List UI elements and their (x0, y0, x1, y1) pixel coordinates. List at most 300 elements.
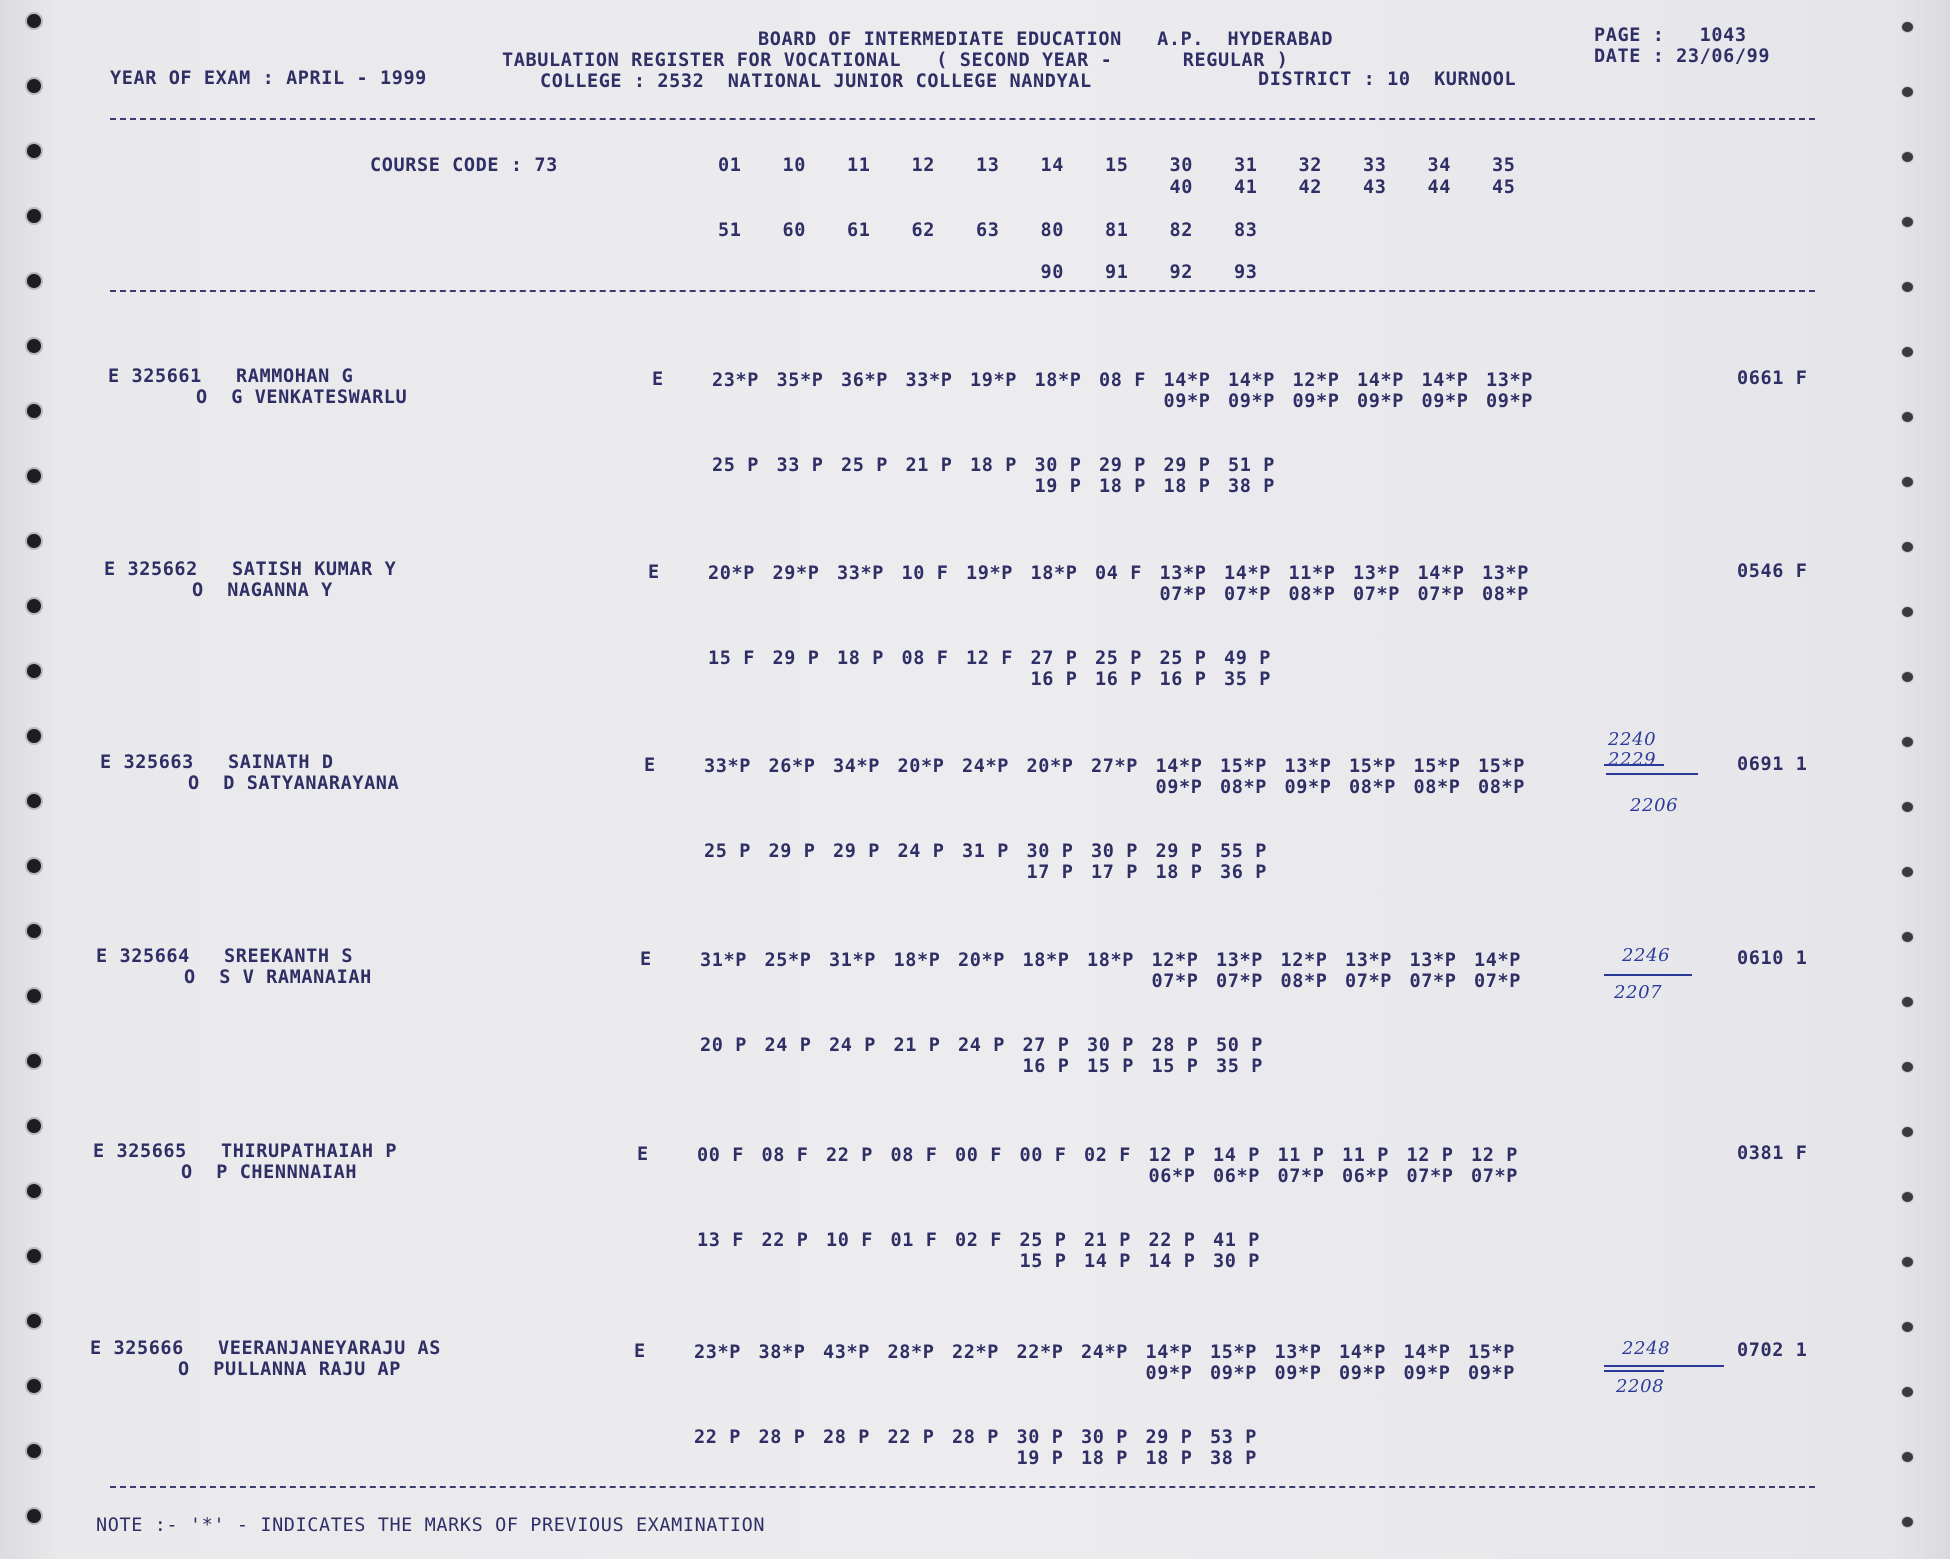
subject-mark: 22*P (1016, 1342, 1064, 1363)
subject-mark: 18*P (1034, 370, 1082, 391)
subject-mark: 15 P (1087, 1056, 1134, 1077)
feed-hole (1902, 1127, 1913, 1137)
subject-mark: 07*P (1406, 1166, 1454, 1187)
subject-mark: 14*P (1403, 1342, 1451, 1363)
medium: E (648, 562, 660, 583)
total-marks: 0691 1 (1737, 754, 1808, 775)
feed-hole (27, 924, 41, 938)
subject-mark: 29 P (772, 648, 820, 669)
parent-name: O G VENKATESWARLU (196, 387, 408, 408)
subject-mark: 12 P (1406, 1145, 1454, 1166)
subject-mark: 14 P (1148, 1251, 1196, 1272)
subject-mark: 07*P (1151, 971, 1199, 992)
subject-mark: 08*P (1413, 777, 1461, 798)
subject-mark: 31*P (829, 950, 876, 971)
subject-mark: 18 P (1081, 1448, 1128, 1469)
subject-mark: 07*P (1417, 584, 1465, 605)
subject-mark: 02 F (1084, 1145, 1131, 1166)
subject-mark: 18*P (893, 950, 941, 971)
course-code: 10 (782, 155, 806, 176)
student-name: SATISH KUMAR Y (232, 559, 397, 580)
total-marks: 0546 F (1737, 561, 1808, 582)
subject-mark: 29 P (1155, 841, 1203, 862)
subject-mark: 18*P (1030, 563, 1078, 584)
student-name: THIRUPATHAIAH P (221, 1141, 398, 1162)
subject-mark: 25 P (841, 455, 888, 476)
subject-mark: 24*P (1081, 1342, 1128, 1363)
feed-hole (27, 729, 41, 743)
district-info: DISTRICT : 10 KURNOOL (1258, 69, 1517, 90)
subject-mark: 20 P (700, 1035, 747, 1056)
subject-mark: 20*P (958, 950, 1005, 971)
subject-mark: 07*P (1345, 971, 1392, 992)
medium: E (652, 369, 664, 390)
medium: E (640, 949, 652, 970)
subject-mark: 29*P (772, 563, 820, 584)
subject-mark: 08*P (1280, 971, 1328, 992)
subject-mark: 24 P (764, 1035, 812, 1056)
subject-mark: 12*P (1280, 950, 1328, 971)
handwritten-annotation: 2248 (1622, 1338, 1671, 1359)
subject-mark: 08*P (1478, 777, 1525, 798)
feed-hole (27, 1509, 41, 1523)
subject-mark: 12 F (966, 648, 1013, 669)
subject-mark: 15*P (1220, 756, 1267, 777)
subject-mark: 04 F (1095, 563, 1142, 584)
course-code: 81 (1105, 220, 1129, 241)
roll-number: E 325662 (104, 559, 198, 580)
year-of-exam: YEAR OF EXAM : APRIL - 1999 (110, 68, 427, 89)
feed-hole (27, 339, 41, 353)
course-code: 91 (1105, 262, 1129, 283)
course-code: 51 (718, 220, 742, 241)
course-code: 12 (911, 155, 935, 176)
subject-mark: 15*P (1349, 756, 1396, 777)
register-title: TABULATION REGISTER FOR VOCATIONAL ( SECOND YEAR - REGULAR ) (502, 50, 1289, 71)
subject-mark: 25 P (1019, 1230, 1067, 1251)
subject-mark: 06*P (1213, 1166, 1260, 1187)
subject-mark: 06*P (1148, 1166, 1196, 1187)
subject-mark: 19*P (970, 370, 1017, 391)
subject-mark: 25 P (1159, 648, 1207, 669)
subject-mark: 36 P (1220, 862, 1267, 883)
parent-name: O S V RAMANAIAH (184, 967, 372, 988)
course-code: 13 (976, 155, 1000, 176)
feed-hole (27, 274, 41, 288)
course-code: 60 (782, 220, 806, 241)
subject-mark: 09*P (1403, 1363, 1451, 1384)
feed-hole (27, 469, 41, 483)
footnote: NOTE :- '*' - INDICATES THE MARKS OF PREVIOUS EXAMINATION (96, 1515, 766, 1536)
feed-hole (27, 794, 41, 808)
subject-mark: 10 F (901, 563, 949, 584)
subject-mark: 19 P (1016, 1448, 1064, 1469)
subject-mark: 16 P (1095, 669, 1142, 690)
subject-mark: 24 P (829, 1035, 876, 1056)
subject-mark: 09*P (1357, 391, 1404, 412)
subject-mark: 16 P (1022, 1056, 1070, 1077)
subject-mark: 07*P (1474, 971, 1521, 992)
parent-name: O P CHENNNAIAH (181, 1162, 358, 1183)
subject-mark: 14*P (1421, 370, 1469, 391)
total-marks: 0610 1 (1737, 948, 1808, 969)
subject-mark: 09*P (1274, 1363, 1322, 1384)
subject-mark: 09*P (1145, 1363, 1193, 1384)
subject-mark: 15*P (1413, 756, 1461, 777)
subject-mark: 15 P (1151, 1056, 1199, 1077)
subject-mark: 21 P (1084, 1230, 1131, 1251)
subject-mark: 33*P (704, 756, 751, 777)
separator-bottom (110, 1486, 1815, 1488)
feed-hole (1902, 607, 1913, 617)
course-code: 01 (718, 155, 742, 176)
handwritten-stroke (1604, 1365, 1724, 1367)
feed-hole (27, 404, 41, 418)
subject-mark: 53 P (1210, 1427, 1257, 1448)
handwritten-annotation: 2206 (1630, 795, 1679, 816)
subject-mark: 01 F (890, 1230, 938, 1251)
subject-mark: 35 P (1224, 669, 1271, 690)
subject-mark: 13*P (1482, 563, 1529, 584)
subject-mark: 09*P (1339, 1363, 1386, 1384)
subject-mark: 02 F (955, 1230, 1002, 1251)
subject-mark: 34*P (833, 756, 880, 777)
subject-mark: 28 P (758, 1427, 806, 1448)
subject-mark: 27*P (1091, 756, 1138, 777)
subject-mark: 28 P (952, 1427, 999, 1448)
subject-mark: 13*P (1345, 950, 1392, 971)
subject-mark: 24*P (962, 756, 1009, 777)
feed-hole (1902, 1062, 1913, 1072)
roll-number: E 325664 (96, 946, 190, 967)
subject-mark: 14*P (1224, 563, 1271, 584)
feed-hole (27, 599, 41, 613)
subject-mark: 08*P (1288, 584, 1336, 605)
roll-number: E 325663 (100, 752, 194, 773)
course-code: 45 (1492, 177, 1516, 198)
subject-mark: 21 P (905, 455, 953, 476)
subject-mark: 38*P (758, 1342, 806, 1363)
course-code: 34 (1427, 155, 1451, 176)
feed-hole (1902, 412, 1913, 422)
subject-mark: 35*P (776, 370, 824, 391)
subject-mark: 18 P (1099, 476, 1146, 497)
subject-mark: 22 P (761, 1230, 809, 1251)
subject-mark: 08 F (1099, 370, 1146, 391)
subject-mark: 41 P (1213, 1230, 1260, 1251)
subject-mark: 09*P (1210, 1363, 1257, 1384)
feed-hole (1902, 932, 1913, 942)
subject-mark: 33 P (776, 455, 824, 476)
subject-mark: 11*P (1288, 563, 1336, 584)
subject-mark: 17 P (1091, 862, 1138, 883)
subject-mark: 18*P (1087, 950, 1134, 971)
total-marks: 0661 F (1737, 368, 1808, 389)
subject-mark: 08*P (1220, 777, 1267, 798)
subject-mark: 12*P (1151, 950, 1199, 971)
subject-mark: 18 P (970, 455, 1017, 476)
student-name: SAINATH D (228, 752, 334, 773)
subject-mark: 30 P (1087, 1035, 1134, 1056)
student-name: RAMMOHAN G (236, 366, 354, 387)
subject-mark: 18*P (1022, 950, 1070, 971)
subject-mark: 55 P (1220, 841, 1267, 862)
subject-mark: 22 P (1148, 1230, 1196, 1251)
subject-mark: 17 P (1026, 862, 1074, 883)
roll-number: E 325666 (90, 1338, 184, 1359)
subject-mark: 11 P (1277, 1145, 1325, 1166)
feed-hole (27, 79, 41, 93)
subject-mark: 30 P (1026, 841, 1074, 862)
subject-mark: 07*P (1471, 1166, 1518, 1187)
feed-hole (27, 664, 41, 678)
subject-mark: 25 P (1095, 648, 1142, 669)
subject-mark: 33*P (905, 370, 953, 391)
subject-mark: 23*P (694, 1342, 741, 1363)
subject-mark: 20*P (897, 756, 945, 777)
course-code: 80 (1040, 220, 1064, 241)
roll-number: E 325665 (93, 1141, 187, 1162)
subject-mark: 38 P (1210, 1448, 1257, 1469)
subject-mark: 00 F (697, 1145, 744, 1166)
subject-mark: 30 P (1034, 455, 1082, 476)
subject-mark: 16 P (1159, 669, 1207, 690)
subject-mark: 33*P (837, 563, 884, 584)
subject-mark: 09*P (1228, 391, 1275, 412)
handwritten-stroke (1604, 1370, 1664, 1372)
feed-hole (1902, 867, 1913, 877)
course-code: 61 (847, 220, 871, 241)
course-code: 11 (847, 155, 871, 176)
subject-mark: 15*P (1478, 756, 1525, 777)
subject-mark: 22 P (887, 1427, 935, 1448)
subject-mark: 25*P (764, 950, 812, 971)
subject-mark: 10 F (826, 1230, 873, 1251)
subject-mark: 15*P (1210, 1342, 1257, 1363)
subject-mark: 18 P (837, 648, 884, 669)
subject-mark: 14 P (1213, 1145, 1260, 1166)
handwritten-annotation: 2240 (1608, 729, 1657, 750)
feed-hole (1902, 217, 1913, 227)
subject-mark: 24 P (897, 841, 945, 862)
parent-name: O D SATYANARAYANA (188, 773, 400, 794)
handwritten-annotation: 2208 (1616, 1376, 1665, 1397)
subject-mark: 20*P (1026, 756, 1074, 777)
board-title: BOARD OF INTERMEDIATE EDUCATION A.P. HYDERABAD (758, 29, 1334, 50)
subject-mark: 51 P (1228, 455, 1275, 476)
subject-mark: 16 P (1030, 669, 1078, 690)
feed-hole (1902, 1322, 1913, 1332)
feed-hole (1902, 1192, 1913, 1202)
feed-hole (27, 534, 41, 548)
feed-hole (1902, 282, 1913, 292)
course-code-label: COURSE CODE : 73 (370, 155, 558, 176)
course-code: 15 (1105, 155, 1129, 176)
subject-mark: 15 P (1019, 1251, 1067, 1272)
subject-mark: 35 P (1216, 1056, 1263, 1077)
subject-mark: 28 P (823, 1427, 870, 1448)
student-name: VEERANJANEYARAJU AS (218, 1338, 442, 1359)
separator-top (110, 118, 1815, 120)
feed-hole (1902, 87, 1913, 97)
subject-mark: 29 P (1163, 455, 1211, 476)
course-code: 92 (1169, 262, 1193, 283)
subject-mark: 24 P (958, 1035, 1005, 1056)
subject-mark: 07*P (1353, 584, 1400, 605)
subject-mark: 13*P (1353, 563, 1400, 584)
subject-mark: 49 P (1224, 648, 1271, 669)
course-code: 82 (1169, 220, 1193, 241)
subject-mark: 07*P (1224, 584, 1271, 605)
roll-number: E 325661 (108, 366, 202, 387)
feed-hole (1902, 542, 1913, 552)
feed-hole (27, 144, 41, 158)
course-code: 35 (1492, 155, 1516, 176)
print-date: DATE : 23/06/99 (1594, 46, 1771, 67)
subject-mark: 14*P (1228, 370, 1275, 391)
subject-mark: 19*P (966, 563, 1013, 584)
parent-name: O NAGANNA Y (192, 580, 333, 601)
feed-hole (1902, 1387, 1913, 1397)
medium: E (634, 1341, 646, 1362)
subject-mark: 31 P (962, 841, 1009, 862)
feed-hole (1902, 737, 1913, 747)
course-code: 42 (1298, 177, 1322, 198)
feed-hole (27, 1249, 41, 1263)
feed-hole (27, 1119, 41, 1133)
course-code: 31 (1234, 155, 1258, 176)
handwritten-annotation: 2207 (1614, 982, 1663, 1003)
subject-mark: 08 F (901, 648, 949, 669)
subject-mark: 14*P (1474, 950, 1521, 971)
subject-mark: 13*P (1284, 756, 1332, 777)
course-code: 90 (1040, 262, 1064, 283)
course-code: 30 (1169, 155, 1193, 176)
feed-hole (1902, 1257, 1913, 1267)
subject-mark: 18 P (1145, 1448, 1193, 1469)
subject-mark: 22*P (952, 1342, 999, 1363)
feed-hole (1902, 152, 1913, 162)
total-marks: 0381 F (1737, 1143, 1808, 1164)
subject-mark: 06*P (1342, 1166, 1389, 1187)
subject-mark: 08*P (1349, 777, 1396, 798)
feed-hole (1902, 802, 1913, 812)
subject-mark: 31*P (700, 950, 747, 971)
subject-mark: 07*P (1277, 1166, 1325, 1187)
handwritten-stroke (1604, 764, 1664, 766)
subject-mark: 25 P (704, 841, 751, 862)
parent-name: O PULLANNA RAJU AP (178, 1359, 402, 1380)
subject-mark: 27 P (1030, 648, 1078, 669)
feed-hole (27, 1379, 41, 1393)
subject-mark: 09*P (1163, 391, 1211, 412)
subject-mark: 30 P (1213, 1251, 1260, 1272)
feed-hole (27, 1054, 41, 1068)
subject-mark: 27 P (1022, 1035, 1070, 1056)
subject-mark: 14*P (1145, 1342, 1193, 1363)
subject-mark: 13*P (1274, 1342, 1322, 1363)
course-code: 63 (976, 220, 1000, 241)
medium: E (637, 1144, 649, 1165)
subject-mark: 21 P (893, 1035, 941, 1056)
student-name: SREEKANTH S (224, 946, 354, 967)
medium: E (644, 755, 656, 776)
subject-mark: 38 P (1228, 476, 1275, 497)
feed-hole (27, 859, 41, 873)
subject-mark: 19 P (1034, 476, 1082, 497)
subject-mark: 09*P (1284, 777, 1332, 798)
subject-mark: 15 F (708, 648, 755, 669)
subject-mark: 25 P (712, 455, 759, 476)
subject-mark: 29 P (1145, 1427, 1193, 1448)
subject-mark: 07*P (1409, 971, 1457, 992)
subject-mark: 08 F (761, 1145, 809, 1166)
subject-mark: 11 P (1342, 1145, 1389, 1166)
course-code: 14 (1040, 155, 1064, 176)
subject-mark: 07*P (1159, 584, 1207, 605)
subject-mark: 28 P (1151, 1035, 1199, 1056)
subject-mark: 50 P (1216, 1035, 1263, 1056)
subject-mark: 13 F (697, 1230, 744, 1251)
subject-mark: 14*P (1339, 1342, 1386, 1363)
handwritten-stroke (1604, 974, 1692, 976)
feed-hole (1902, 672, 1913, 682)
handwritten-stroke (1606, 773, 1698, 775)
subject-mark: 23*P (712, 370, 759, 391)
subject-mark: 14*P (1357, 370, 1404, 391)
feed-hole (27, 989, 41, 1003)
separator-header (110, 290, 1815, 292)
handwritten-annotation: 2246 (1622, 945, 1671, 966)
feed-hole (1902, 477, 1913, 487)
subject-mark: 09*P (1292, 391, 1340, 412)
subject-mark: 14*P (1163, 370, 1211, 391)
subject-mark: 30 P (1091, 841, 1138, 862)
feed-hole (27, 1184, 41, 1198)
subject-mark: 22 P (694, 1427, 741, 1448)
page-number: PAGE : 1043 (1594, 25, 1747, 46)
subject-mark: 18 P (1163, 476, 1211, 497)
course-code: 83 (1234, 220, 1258, 241)
handwritten-annotation: 2229 (1608, 749, 1657, 770)
subject-mark: 13*P (1409, 950, 1457, 971)
subject-mark: 07*P (1216, 971, 1263, 992)
subject-mark: 28*P (887, 1342, 935, 1363)
subject-mark: 00 F (1019, 1145, 1067, 1166)
course-code: 32 (1298, 155, 1322, 176)
subject-mark: 08*P (1482, 584, 1529, 605)
feed-hole (1902, 1452, 1913, 1462)
subject-mark: 13*P (1486, 370, 1533, 391)
course-code: 40 (1169, 177, 1193, 198)
course-code: 44 (1427, 177, 1451, 198)
course-code: 93 (1234, 262, 1258, 283)
subject-mark: 13*P (1159, 563, 1207, 584)
feed-hole (27, 1314, 41, 1328)
subject-mark: 12*P (1292, 370, 1340, 391)
subject-mark: 30 P (1081, 1427, 1128, 1448)
subject-mark: 09*P (1468, 1363, 1515, 1384)
feed-hole (27, 14, 41, 28)
subject-mark: 09*P (1155, 777, 1203, 798)
subject-mark: 14*P (1417, 563, 1465, 584)
subject-mark: 14 P (1084, 1251, 1131, 1272)
subject-mark: 18 P (1155, 862, 1203, 883)
course-code: 33 (1363, 155, 1387, 176)
subject-mark: 20*P (708, 563, 755, 584)
subject-mark: 12 P (1471, 1145, 1518, 1166)
subject-mark: 15*P (1468, 1342, 1515, 1363)
